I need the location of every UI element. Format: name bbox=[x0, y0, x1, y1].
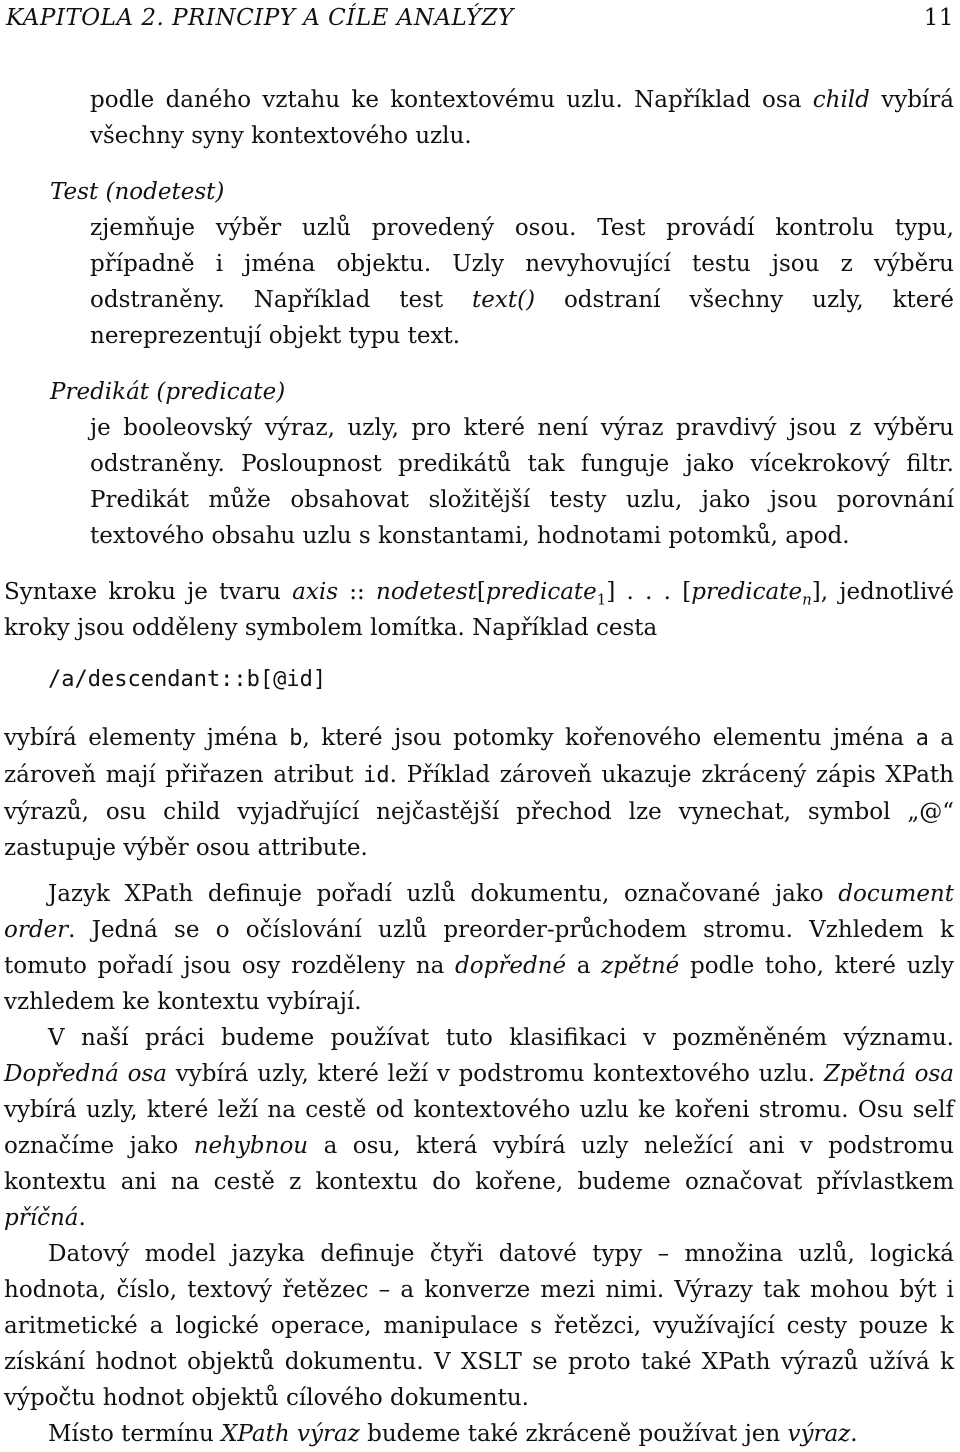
text-function: text() bbox=[472, 287, 536, 313]
definition-term-predicate: Predikát (predicate) bbox=[50, 379, 286, 405]
definition-desc-test: zjemňuje výběr uzlů provedený osou. Test provádí kontrolu typu, případně i jména objektu. Uzly nevyhovující testu jsou z výběru odstraněny. Například test text() odstraní všechny uzly, které nereprezentují objekt typu text. bbox=[90, 215, 954, 349]
page-content bbox=[4, 82, 954, 1452]
classification-paragraph: V naší práci budeme používat tuto klasifikaci v pozměněném významu. Dopředná osa vybírá uzly, které leží v podstromu kontextového uzlu. Zpětná osa vybírá uzly, které leží na cestě od kontextového uzlu ke kořeni stromu. Osu self označíme jako nehybnou a osu, která vybírá uzly neležící ani v podstromu kontextu ani na cestě z kontextu do kořene, budeme označovat přívlastkem příčná. bbox=[4, 1025, 955, 1231]
definition-term-test: Test (nodetest) bbox=[50, 179, 225, 205]
syntax-paragraph: Syntaxe kroku je tvaru axis :: nodetest[predicate$_1$] . . . [predicate$_n$], jednotlivé kroky jsou odděleny symbolem lomítka. Například cesta bbox=[4, 579, 955, 641]
explanation-paragraph: vybírá elementy jména b, které jsou potomky kořenového elementu jména a a zároveň mají přiřazen atribut id. Příklad zároveň ukazuje zkrácený zápis XPath výrazů, osu child vyjadřující nejčastější přechod lze vynechat, symbol „@“ zastupuje výběr osou attribute. bbox=[4, 725, 954, 861]
code-example: /a/descendant::b[@id] bbox=[48, 667, 327, 692]
page-number: 11 bbox=[923, 5, 954, 31]
child-axis-term: child bbox=[812, 87, 870, 113]
chapter-title: KAPITOLA 2. PRINCIPY A CÍLE ANALÝZY bbox=[6, 5, 514, 31]
data-types-paragraph: Datový model jazyka definuje čtyři datové typy – množina uzlů, logická hodnota, číslo, textový řetězec – a konverze mezi nimi. Výrazy tak mohou být i aritmetické a logické operace, manipulace s řetězci, využívající cesty pouze k získání hodnot objektů dokumentu. V XSLT se proto také XPath výrazů užívá k výpočtu hodnot objektů cílového dokumentu. bbox=[4, 1241, 954, 1411]
xpath-expression-paragraph: Místo termínu XPath výraz budeme také zkráceně používat jen výraz. bbox=[48, 1421, 858, 1447]
running-header bbox=[6, 0, 954, 38]
definition-desc-predicate: je booleovský výraz, uzly, pro které není výraz pravdivý jsou z výběru odstraněny. Posloupnost predikátů tak funguje jako vícekrokový filtr. Predikát může obsahovat složitější testy uzlu, jako jsou porovnání textového obsahu uzlu s konstantami, hodnotami potomků, apod. bbox=[90, 415, 954, 549]
document-order-paragraph: Jazyk XPath definuje pořadí uzlů dokumentu, označované jako document order. Jedná se o očíslování uzlů preorder-průchodem stromu. Vzhledem k tomuto pořadí jsou osy rozděleny na dopředné a zpětné podle toho, které uzly vzhledem ke kontextu vybírají. bbox=[4, 881, 954, 1015]
axis-description-tail: podle daného vztahu ke kontextovému uzlu. Například osa child vybírá všechny syny kontextového uzlu. bbox=[90, 87, 954, 149]
